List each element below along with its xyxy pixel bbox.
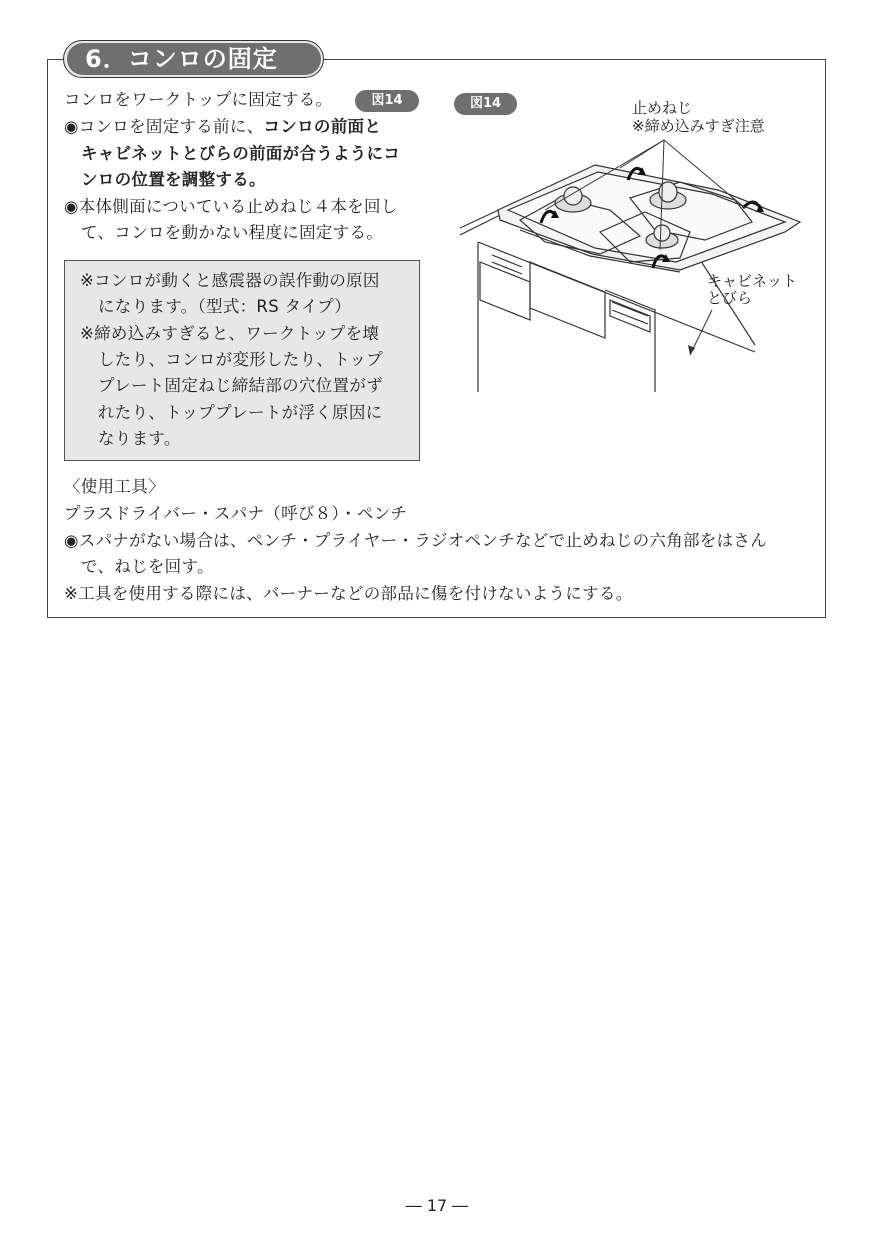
- tools-tip-text-1: スパナがない場合は、ペンチ・プライヤー・ラジオペンチなどで止めねじの六角部をはさん: [78, 531, 768, 550]
- note-line-4: したり、コンロが変形したり、トップ: [98, 350, 384, 369]
- tools-tip-line-1: [64, 528, 767, 554]
- figure-ref-badge: 図14: [355, 90, 419, 112]
- intro-text: コンロをワークトップに固定する。: [64, 90, 333, 109]
- door-label-1: キャビネット: [707, 272, 798, 290]
- bullet-mark: ◉: [64, 197, 79, 216]
- bullet-1-line-2: キャビネットとびらの前面が合うようにコ: [81, 144, 401, 163]
- tools-tip-line-2: で、ねじを回す。: [81, 557, 214, 576]
- bullet-1-bold-1: コンロの前面と: [263, 117, 382, 136]
- note-line-5: プレート固定ねじ締結部の穴位置がず: [98, 376, 383, 395]
- screw-label: 止めねじ: [632, 99, 693, 117]
- note-line-1: ※コンロが動くと感震器の誤作動の原因: [80, 271, 380, 290]
- note-line-3: ※締め込みすぎると、ワークトップを壊: [80, 324, 380, 343]
- screw-caution-label: ※締め込みすぎ注意: [632, 117, 765, 135]
- bullet-2-line-2: て、コンロを動かない程度に固定する。: [81, 223, 384, 242]
- bullet-mark: ◉: [64, 117, 79, 136]
- bullet-1-line-3: ンロの位置を調整する。: [81, 170, 266, 189]
- tools-caution: ※工具を使用する際には、バーナーなどの部品に傷を付けないようにする。: [64, 584, 633, 603]
- bullet-1-lead: コンロを固定する前に、: [78, 117, 264, 136]
- bullet-2-text-1: 本体側面についている止めねじ４本を回し: [78, 197, 398, 216]
- bullet-mark: ◉: [64, 531, 79, 550]
- note-line-2: になります。（型式：RS タイプ）: [98, 297, 352, 316]
- figure-badge: 図14: [454, 93, 517, 115]
- bullet-1-line-1: [64, 114, 381, 140]
- note-line-7: なります。: [98, 429, 181, 448]
- section-title: 6．コンロの固定: [67, 43, 321, 75]
- tools-list: プラスドライバー・スパナ（呼び８）・ペンチ: [64, 504, 408, 523]
- tools-heading: 〈使用工具〉: [64, 477, 165, 496]
- note-line-6: れたり、トッププレートが浮く原因に: [98, 403, 383, 422]
- page-number: ― 17 ―: [405, 1196, 469, 1215]
- cooktop-installation-illustration: [455, 120, 815, 400]
- bullet-2-line-1: [64, 194, 398, 220]
- door-label-2: とびら: [707, 289, 753, 307]
